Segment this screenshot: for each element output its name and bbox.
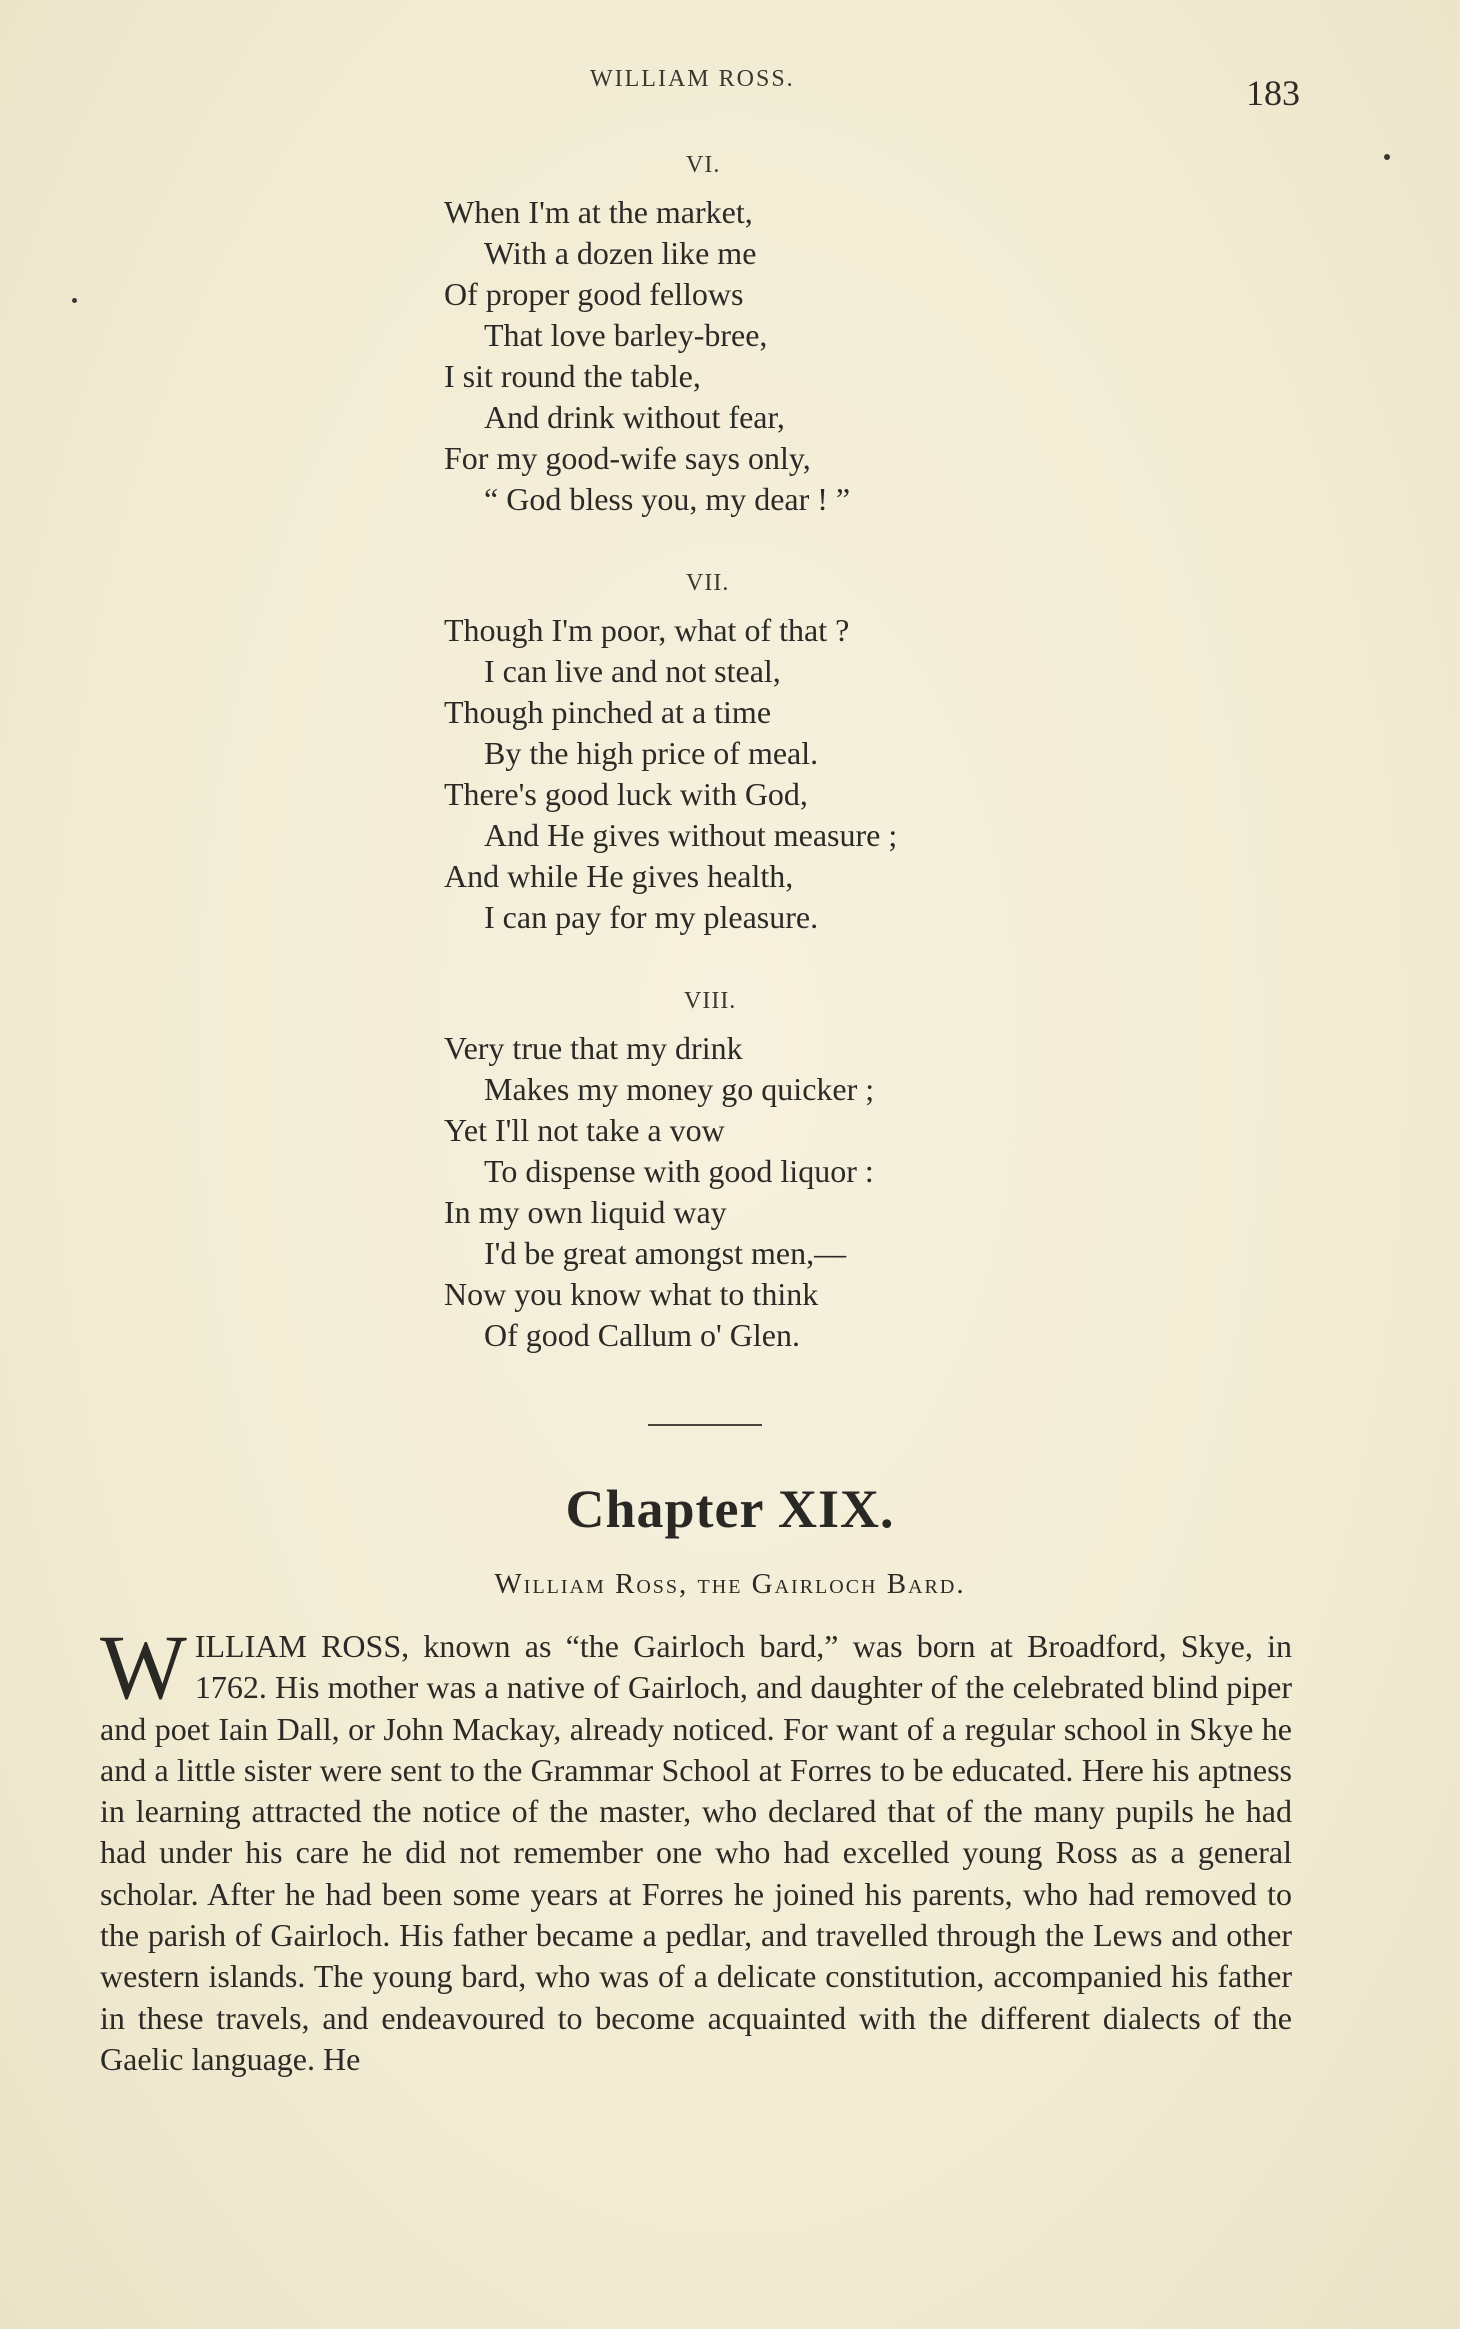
stanza-number: VII. <box>686 570 730 596</box>
poem-line: For my good-wife says only, <box>444 440 811 476</box>
print-speck <box>72 298 77 303</box>
poem-stanza <box>444 1028 874 1356</box>
stanza-number: VIII. <box>684 988 737 1014</box>
poem-line: Yet I'll not take a vow <box>444 1112 725 1148</box>
page-number: 183 <box>1246 73 1300 113</box>
chapter-subtitle: William Ross, the Gairloch Bard. <box>494 1568 966 1600</box>
poem-line: I can pay for my pleasure. <box>484 899 819 935</box>
poem-line: That love barley-bree, <box>484 317 768 353</box>
chapter-paragraph <box>100 1616 1292 2080</box>
poem-line: Now you know what to think <box>444 1276 819 1312</box>
poem-line: Of proper good fellows <box>444 276 744 312</box>
poem-stanza <box>444 192 850 520</box>
poem-line: By the high price of meal. <box>484 735 819 771</box>
poem-line: And He gives without measure ; <box>484 817 898 853</box>
poem-line: Though pinched at a time <box>444 694 772 730</box>
poem-line: Very true that my drink <box>444 1030 743 1066</box>
poem-line: When I'm at the market, <box>444 194 753 230</box>
drop-cap: W <box>100 1616 187 1718</box>
stanza-number: VI. <box>686 152 721 178</box>
poem-line: Makes my money go quicker ; <box>484 1071 875 1107</box>
poem-line: And while He gives health, <box>444 858 794 894</box>
print-speck <box>1384 154 1390 160</box>
chapter-title: Chapter XIX. <box>565 1479 895 1539</box>
poem-stanza <box>444 610 897 938</box>
section-divider <box>648 1424 762 1426</box>
poem-line: I'd be great amongst men,— <box>484 1235 847 1271</box>
poem-line: With a dozen like me <box>484 235 757 271</box>
poem-line: I sit round the table, <box>444 358 701 394</box>
poem-line: There's good luck with God, <box>444 776 808 812</box>
paragraph-text: ILLIAM ROSS, known as “the Gairloch bard,” was born at Broadford, Skye, in 1762. His mother was a native of Gairloch, and daughter of the celebrated blind piper and poet Iain Dall, or John Mackay, already noticed. For want of a regular school in Skye he and a little sister were sent to the Grammar School at Forres to be educated. Here his aptness in learning attracted the notice of the master, who declared that of the many pupils he had had under his care he did not remember one who had excelled young Ross as a general scholar. After he had been some years at Forres he joined his parents, who had removed to the parish of Gairloch. His father became a pedlar, and travelled through the Lews and other western islands. The young bard, who was of a delicate constitution, accompanied his father in these travels, and endeavoured to become acquainted with the different dialects of the Gaelic language. He <box>100 1628 1292 2077</box>
poem-line: I can live and not steal, <box>484 653 781 689</box>
poem-line: And drink without fear, <box>484 399 785 435</box>
running-header: WILLIAM ROSS. <box>590 66 795 92</box>
poem-line: “ God bless you, my dear ! ” <box>484 481 851 517</box>
poem-line: Though I'm poor, what of that ? <box>444 612 850 648</box>
poem-line: In my own liquid way <box>444 1194 727 1230</box>
poem-line: To dispense with good liquor : <box>484 1153 874 1189</box>
poem-line: Of good Callum o' Glen. <box>484 1317 800 1353</box>
